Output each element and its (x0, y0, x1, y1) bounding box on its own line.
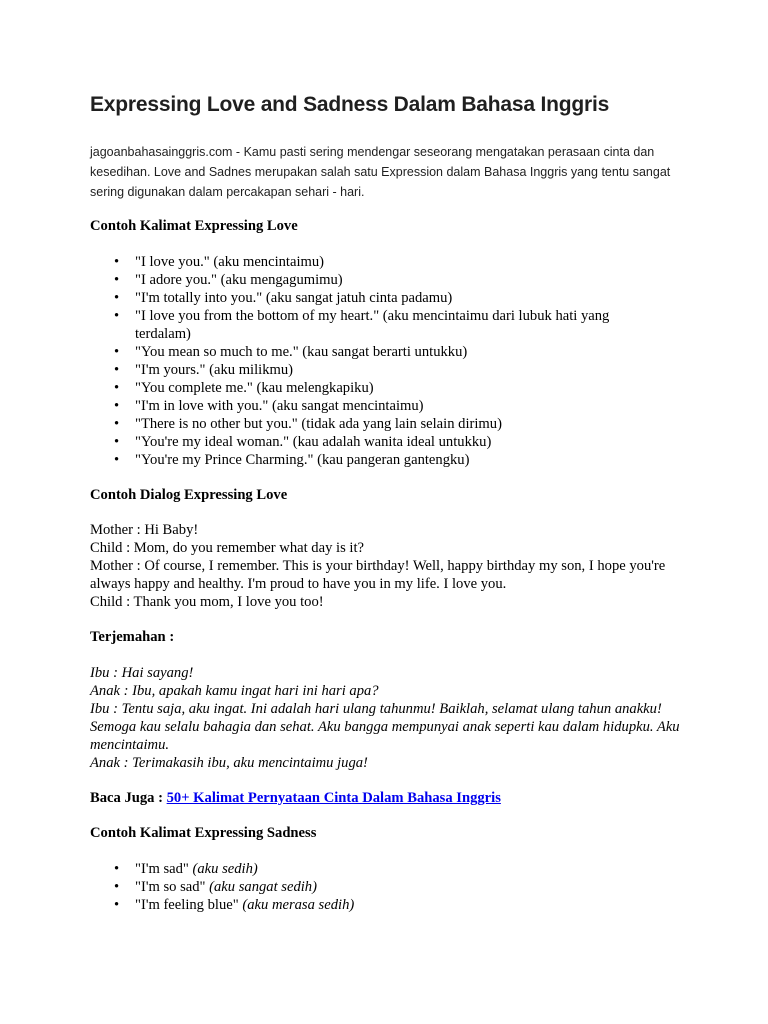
translation-line: Ibu : Hai sayang! (90, 665, 194, 681)
list-item: • "You mean so much to me." (kau sangat berarti untukku) (90, 343, 650, 361)
page-title: Expressing Love and Sadness Dalam Bahasa Inggris (90, 93, 610, 116)
dialog-heading: Contoh Dialog Expressing Love (90, 487, 288, 503)
sadness-expression-list (90, 860, 650, 914)
dialog-line: Mother : Hi Baby! (90, 522, 199, 538)
expression-translation: (aku sangat sedih) (209, 879, 317, 895)
list-item: • "You complete me." (kau melengkapiku) (90, 379, 650, 397)
translation-block (90, 664, 680, 772)
dialog-line: Mother : Of course, I remember. This is your birthday! Well, happy birthday my son, I hope you're always happy and healthy. I'm proud to have you in my life. I love you. (90, 558, 666, 592)
list-item (90, 878, 650, 896)
list-item: • "I'm totally into you." (aku sangat jatuh cinta padamu) (90, 289, 650, 307)
list-item: • "There is no other but you." (tidak ada yang lain selain dirimu) (90, 415, 650, 433)
dialog-line: Child : Mom, do you remember what day is it? (90, 540, 364, 556)
list-item: • "You're my Prince Charming." (kau pangeran gantengku) (90, 451, 650, 469)
list-item: • "I'm yours." (aku milikmu) (90, 361, 650, 379)
dialog-block (90, 521, 680, 611)
list-item: • "You're my ideal woman." (kau adalah wanita ideal untukku) (90, 433, 650, 451)
expression-english: "I'm feeling blue" (135, 897, 243, 913)
expression-english: "I'm so sad" (135, 879, 210, 895)
translation-line: Anak : Ibu, apakah kamu ingat hari ini hari apa? (90, 683, 379, 699)
love-expression-list (90, 253, 650, 469)
translation-heading: Terjemahan : (90, 629, 175, 645)
list-item: • "I love you." (aku mencintaimu) (90, 253, 650, 271)
list-item: • "I love you from the bottom of my heart." (aku mencintaimu dari lubuk hati yang terdalam) (90, 307, 650, 343)
sadness-heading: Contoh Kalimat Expressing Sadness (90, 825, 317, 841)
intro-paragraph: jagoanbahasainggris.com - Kamu pasti sering mendengar seseorang mengatakan perasaan cinta dan kesedihan. Love and Sadnes merupakan salah satu Expression dalam Bahasa Inggris yang tentu sangat sering digunakan dalam percakapan sehari - hari. (90, 145, 671, 199)
list-item (90, 896, 650, 914)
related-article-link[interactable]: 50+ Kalimat Pernyataan Cinta Dalam Bahasa Inggris (166, 790, 501, 806)
baca-juga-label: Baca Juga : (90, 790, 167, 806)
expression-translation: (aku sedih) (192, 861, 258, 877)
list-item: • "I'm in love with you." (aku sangat mencintaimu) (90, 397, 650, 415)
list-item: • "I adore you." (aku mengagumimu) (90, 271, 650, 289)
love-heading: Contoh Kalimat Expressing Love (90, 218, 298, 234)
expression-english: "I'm sad" (135, 861, 193, 877)
list-item (90, 860, 650, 878)
expression-translation: (aku merasa sedih) (242, 897, 355, 913)
translation-line: Ibu : Tentu saja, aku ingat. Ini adalah hari ulang tahunmu! Baiklah, selamat ulang tahun anakku! Semoga kau selalu bahagia dan sehat. Aku bangga mempunyai anak seperti kau dalam hidupku. Aku mencintaimu. (90, 701, 680, 753)
translation-line: Anak : Terimakasih ibu, aku mencintaimu juga! (90, 755, 368, 771)
baca-juga (90, 789, 501, 807)
dialog-line: Child : Thank you mom, I love you too! (90, 594, 324, 610)
